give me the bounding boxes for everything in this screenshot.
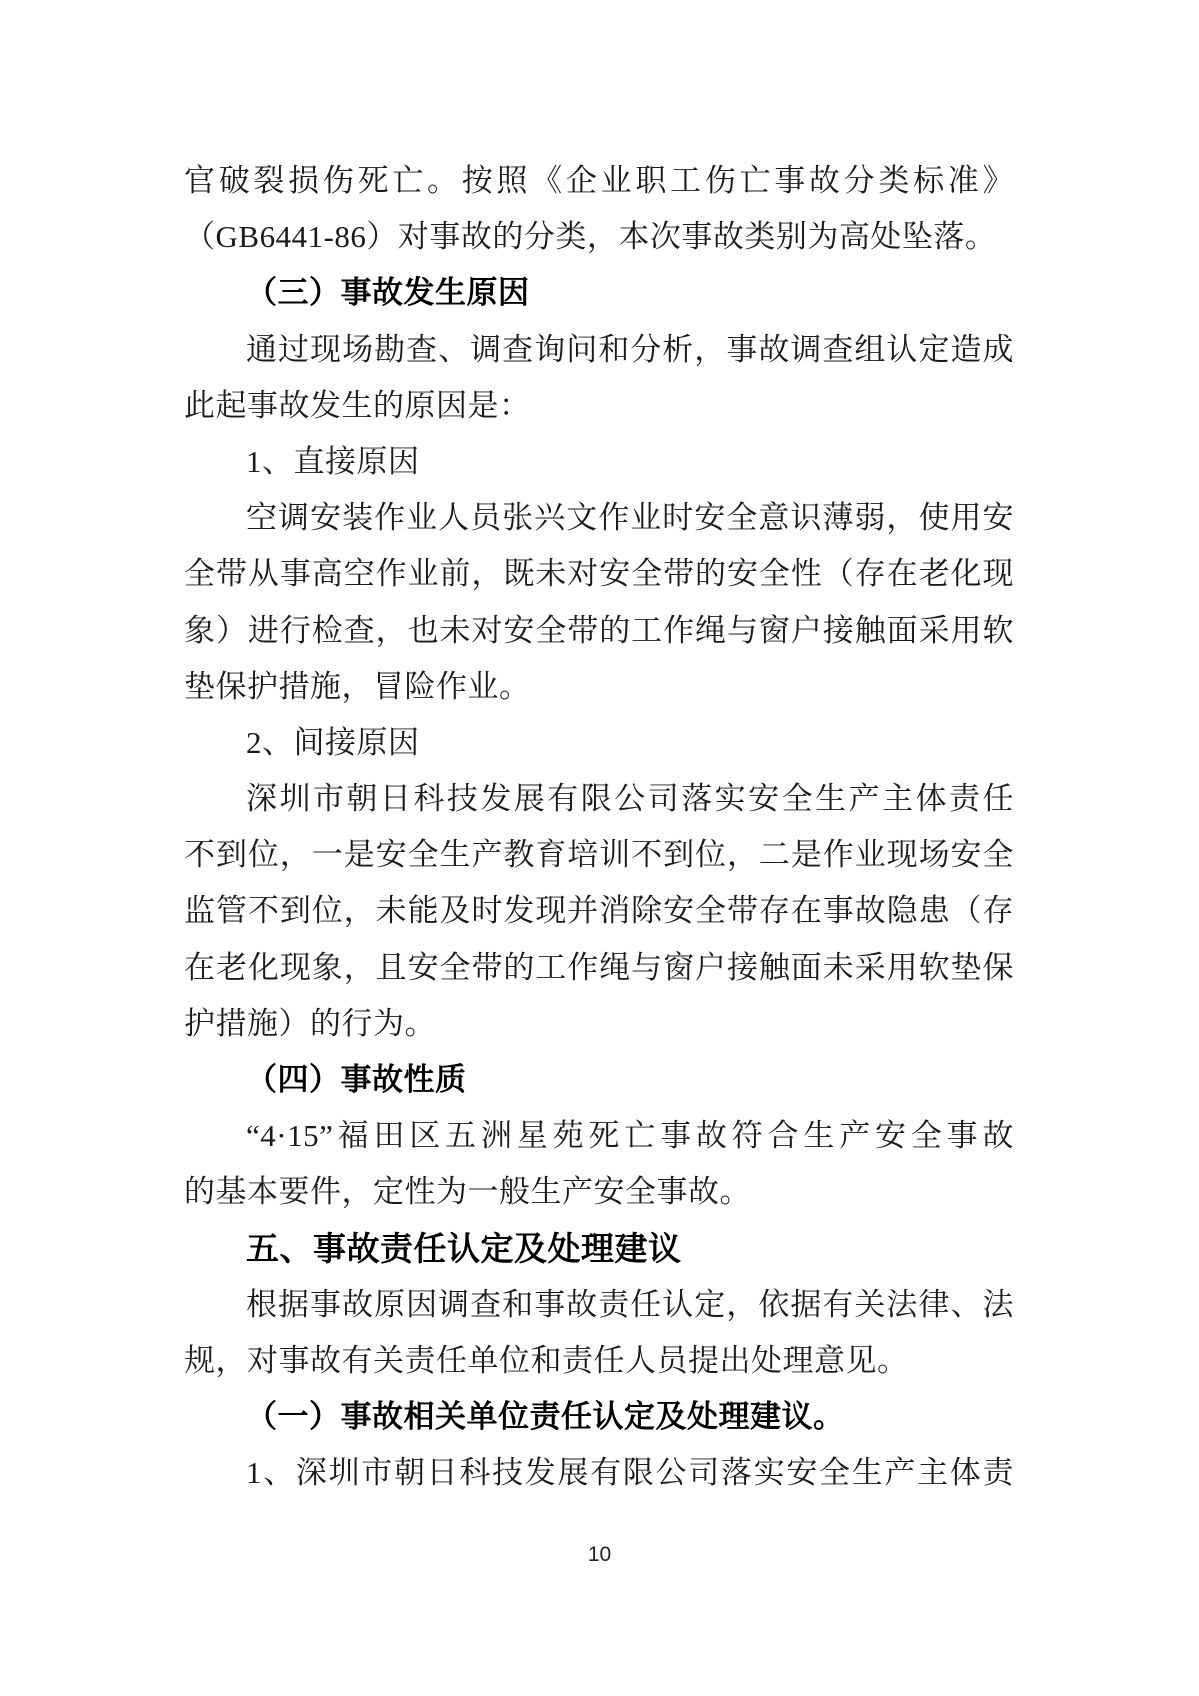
list-item-line: 2、间接原因	[246, 724, 420, 760]
body-line: 在老化现象，且安全带的工作绳与窗户接触面未采用软垫保	[184, 949, 1014, 985]
body-line: 1、深圳市朝日科技发展有限公司落实安全生产主体责	[246, 1455, 1014, 1491]
document-text	[184, 153, 1014, 1502]
section-heading: （四）事故性质	[246, 1062, 467, 1097]
body-line: （GB6441-86）对事故的分类，本次事故类别为高处坠落。	[184, 219, 997, 255]
body-line: 深圳市朝日科技发展有限公司落实安全生产主体责任	[246, 781, 1014, 817]
page-number: 10	[587, 1543, 612, 1566]
body-line: 护措施）的行为。	[184, 1005, 436, 1041]
section-heading: （三）事故发生原因	[246, 275, 530, 311]
body-line: 根据事故原因调查和事故责任认定，依据有关法律、法	[246, 1286, 1014, 1322]
body-line: 此起事故发生的原因是：	[184, 387, 531, 423]
body-line: 象）进行检查，也未对安全带的工作绳与窗户接触面采用软	[184, 612, 1014, 648]
body-line: 垫保护措施，冒险作业。	[184, 668, 531, 704]
body-line: 通过现场勘查、调查询问和分析，事故调查组认定造成	[246, 331, 1014, 367]
body-line: 空调安装作业人员张兴文作业时安全意识薄弱，使用安	[246, 500, 1014, 536]
section-heading: （一）事故相关单位责任认定及处理建议。	[246, 1399, 845, 1435]
body-line: 规，对事故有关责任单位和责任人员提出处理意见。	[184, 1342, 909, 1378]
body-line: 官破裂损伤死亡。按照《企业职工伤亡事故分类标准》	[184, 163, 1014, 198]
body-line: 不到位，一是安全生产教育培训不到位，二是作业现场安全	[184, 837, 1014, 873]
list-item-line: 1、直接原因	[246, 443, 420, 479]
body-line: 的基本要件，定性为一般生产安全事故。	[184, 1174, 751, 1210]
body-line: “4·15”福田区五洲星苑死亡事故符合生产安全事故	[246, 1118, 1014, 1154]
chapter-heading: 五、事故责任认定及处理建议	[246, 1229, 682, 1267]
body-line: 监管不到位，未能及时发现并消除安全带存在事故隐患（存	[184, 893, 1014, 929]
body-line: 全带从事高空作业前，既未对安全带的安全性（存在老化现	[184, 556, 1014, 592]
